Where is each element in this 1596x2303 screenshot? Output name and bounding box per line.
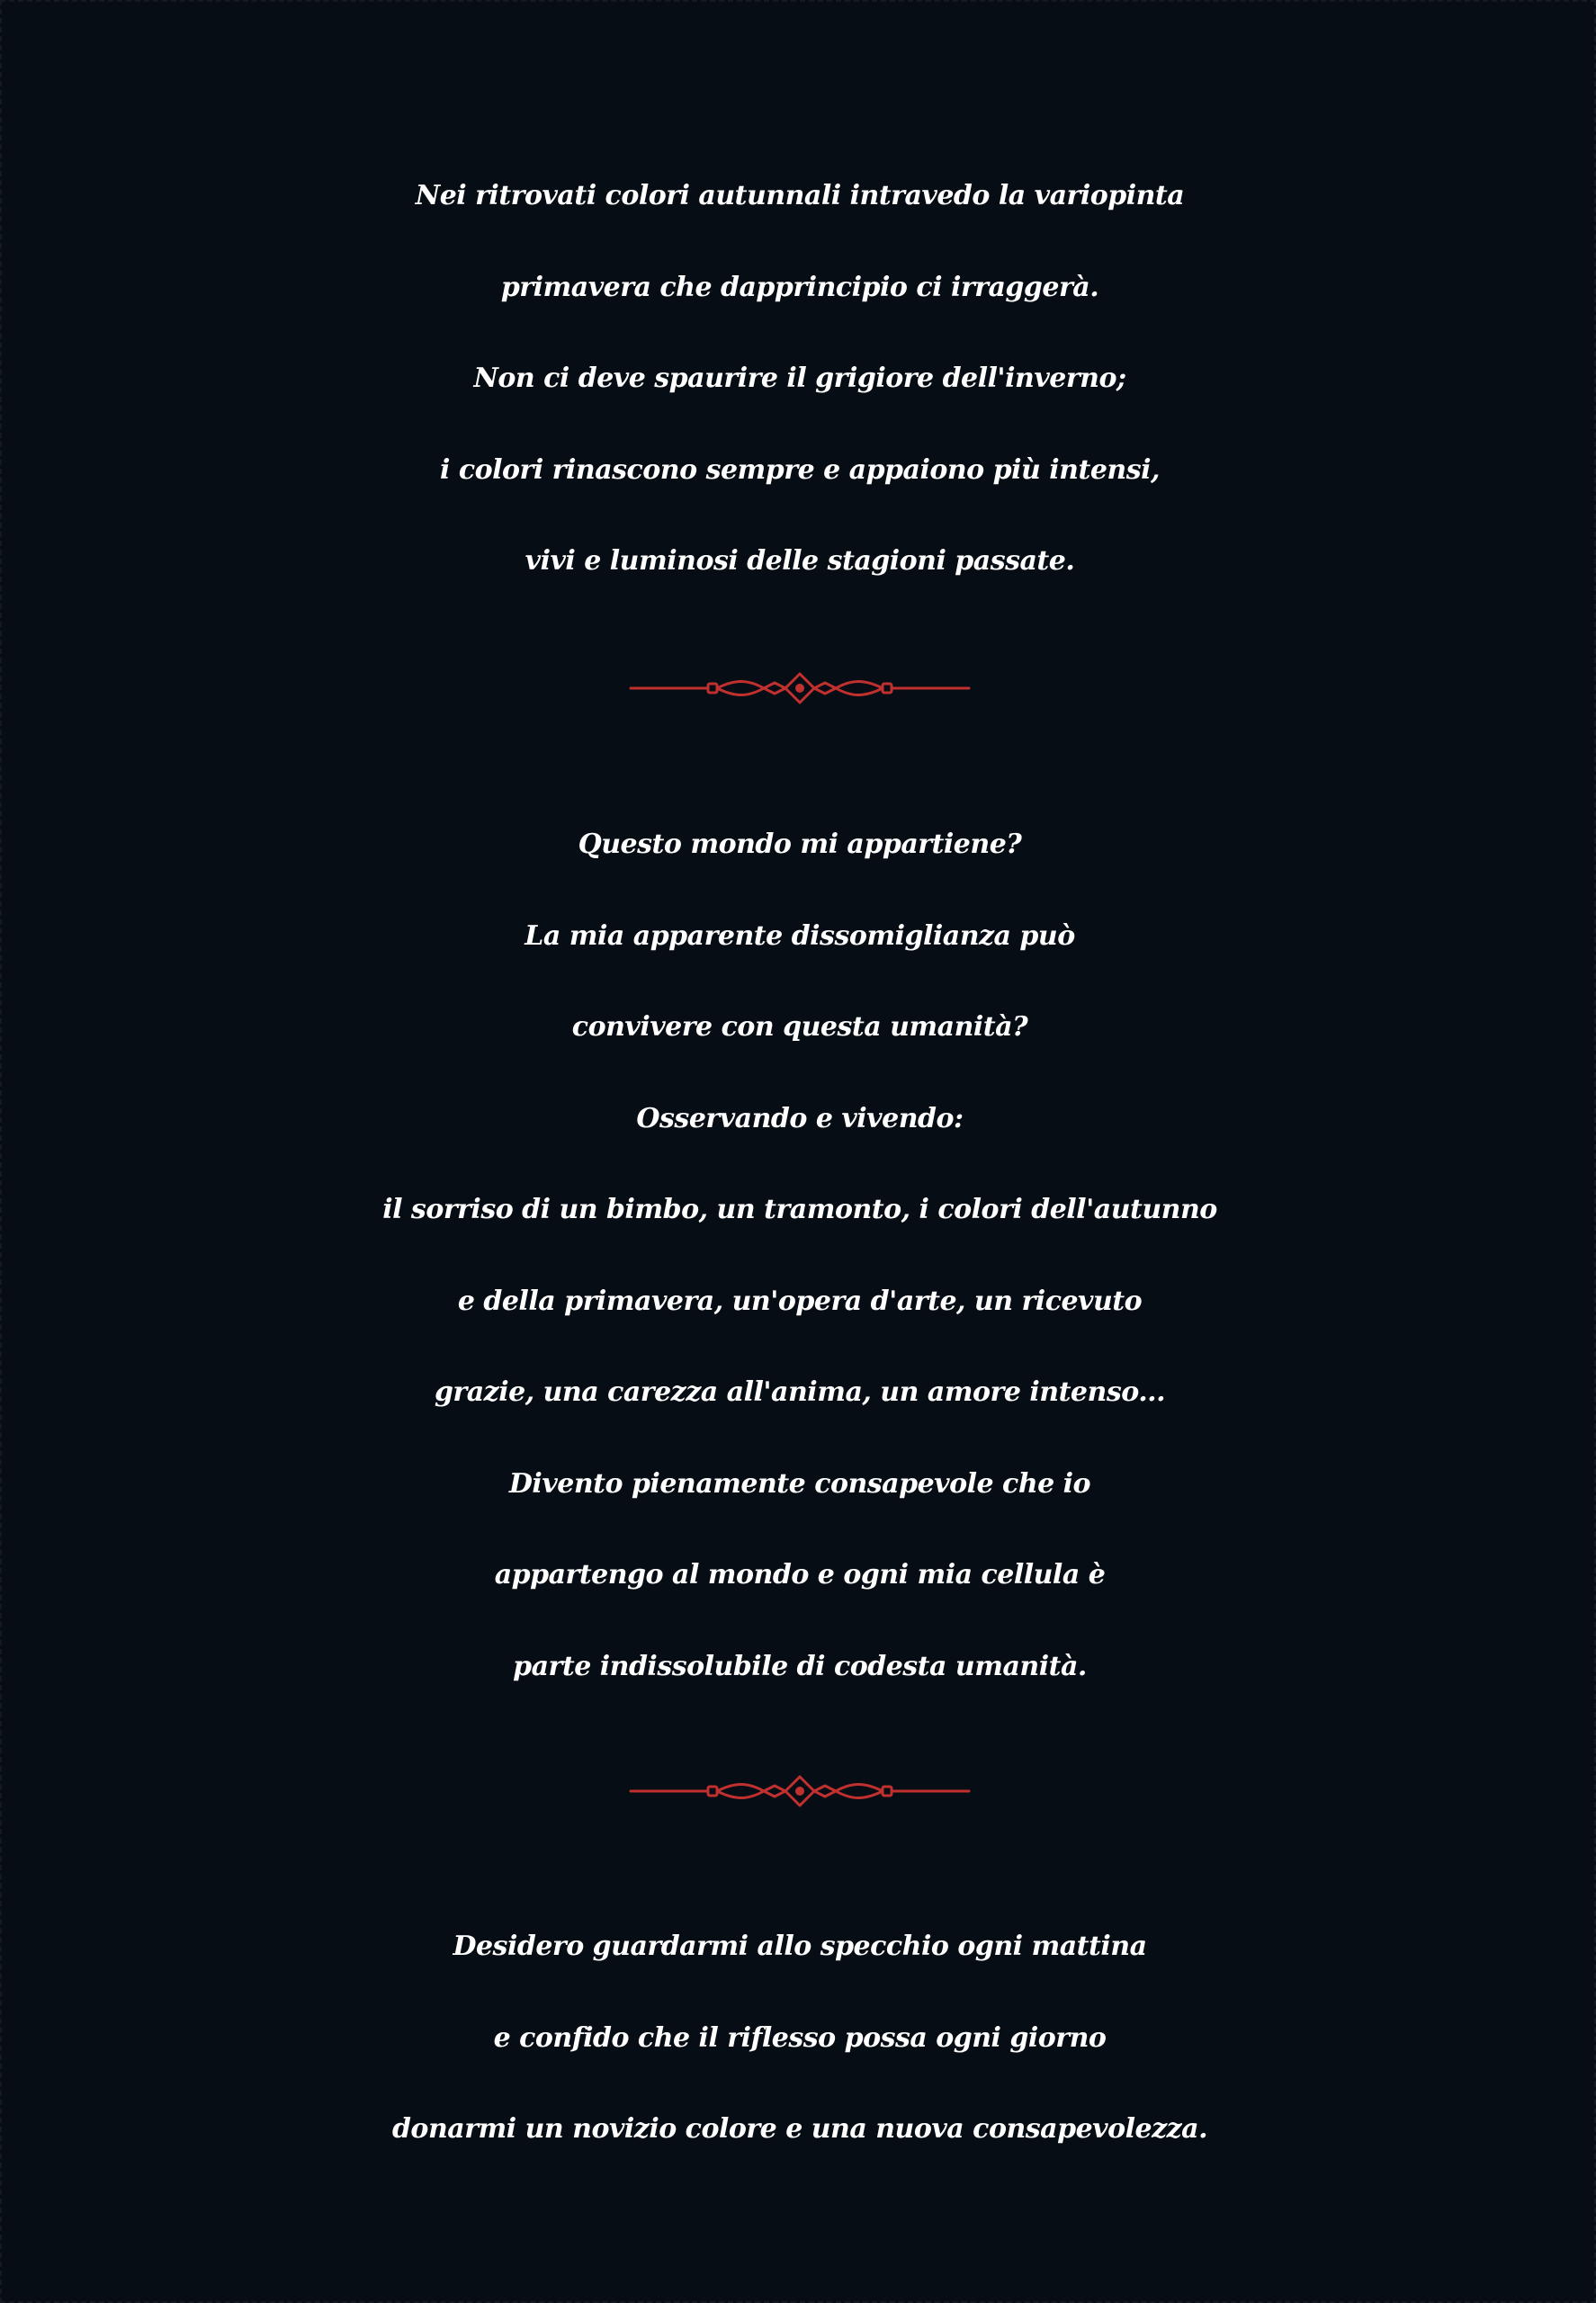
stanza-3 bbox=[2, 1901, 1596, 2175]
poem-line: appartengo al mondo e ogni mia cellula è bbox=[494, 1559, 1106, 1591]
poem-line: convivere con questa umanità? bbox=[571, 1011, 1028, 1043]
poem-line: e confido che il riflesso possa ogni giorno bbox=[493, 2021, 1107, 2054]
poem-line: il sorriso di un bimbo, un tramonto, i colori dell'autunno bbox=[382, 1194, 1217, 1225]
poem-line: i colori rinascono sempre e appaiono più intensi, bbox=[440, 453, 1160, 486]
poem-line: e della primavera, un'opera d'arte, un ricevuto bbox=[457, 1285, 1143, 1317]
poem-line: Desidero guardarmi allo specchio ogni mattina bbox=[453, 1931, 1147, 1962]
stanza-2 bbox=[2, 799, 1596, 1712]
flourish-divider-icon bbox=[629, 670, 971, 706]
poem-line: Non ci deve spaurire il grigiore dell'inverno; bbox=[473, 363, 1126, 394]
poem-line: vivi e luminosi delle stagioni passate. bbox=[525, 545, 1075, 577]
poem-line: Divento pienamente consapevole che io bbox=[508, 1467, 1091, 1500]
stanza-1 bbox=[2, 150, 1596, 607]
flourish-divider-icon bbox=[629, 1773, 971, 1809]
poem-line: primavera che dapprincipio ci irraggerà. bbox=[500, 271, 1099, 303]
poem-line: Nei ritrovati colori autunnali intravedo la variopinta bbox=[415, 180, 1185, 211]
poem-line: parte indissolubile di codesta umanità. bbox=[513, 1650, 1087, 1682]
poem-line: grazie, una carezza all'anima, un amore intenso... bbox=[434, 1376, 1166, 1408]
poem-line: La mia apparente dissomiglianza può bbox=[525, 919, 1075, 952]
poem-line: Osservando e vivendo: bbox=[636, 1102, 964, 1134]
poem-line: Questo mondo mi appartiene? bbox=[578, 829, 1022, 860]
poem-line: donarmi un novizio colore e una nuova consapevolezza. bbox=[391, 2113, 1208, 2145]
